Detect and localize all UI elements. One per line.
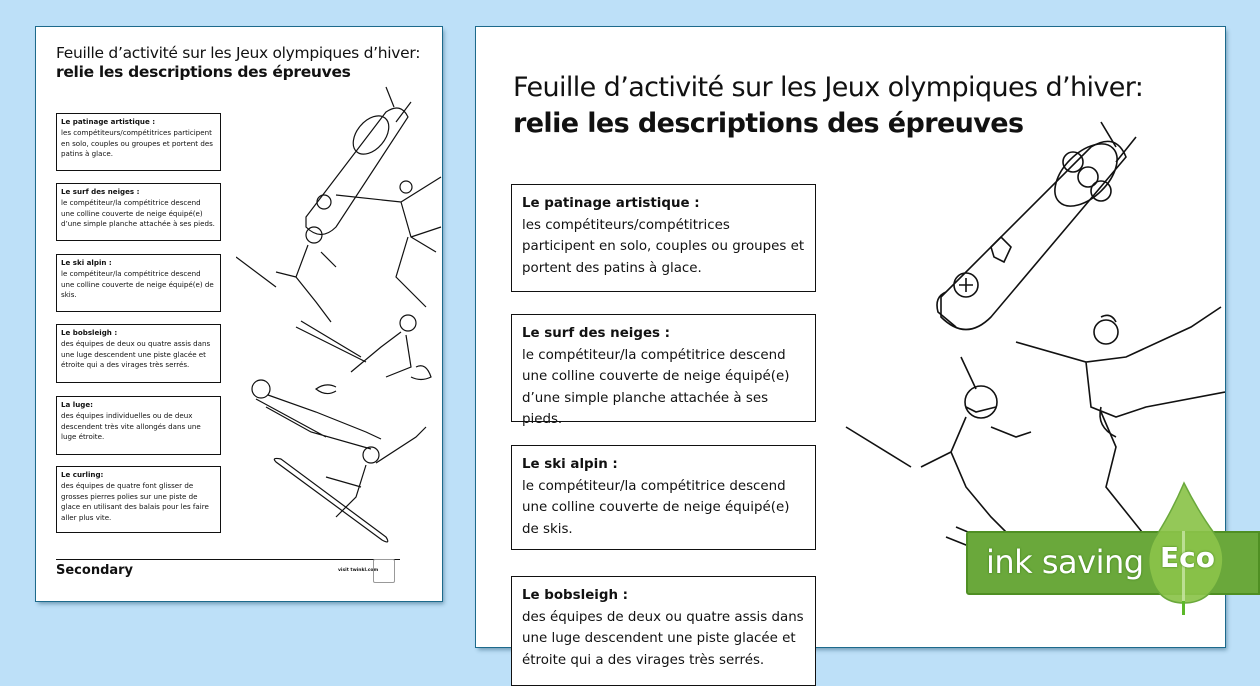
worksheet-preview-thumbnail[interactable] xyxy=(36,27,442,601)
figure-skater-icon xyxy=(336,177,441,307)
event-box-snowboarding xyxy=(511,314,816,427)
event-box-bobsleigh xyxy=(56,324,221,383)
worksheet-title: Feuille d’activité sur les Jeux olympiques d’hiver: xyxy=(56,44,421,62)
event-description: le compétiteur/la compétitrice descend une colline couverte de neige équipé(e) d’une simple planche attachée à ses pieds. xyxy=(522,347,790,427)
eco-label: Eco xyxy=(1160,541,1215,574)
curler-icon xyxy=(316,315,431,394)
event-box-curling xyxy=(56,466,221,533)
event-description: des équipes de deux ou quatre assis dans une luge descendent une piste glacée et étroite qui a des virages très serrés. xyxy=(61,338,211,370)
event-heading: Le ski alpin : xyxy=(61,258,112,267)
event-description: le compétiteur/la compétitrice descend une colline couverte de neige équipé(e) d’une simple planche attachée à ses pieds. xyxy=(61,197,215,229)
event-description: des équipes de deux ou quatre assis dans une luge descendent une piste glacée et étroite qui a des virages très serrés. xyxy=(522,609,804,668)
event-heading: Le bobsleigh : xyxy=(522,588,629,603)
footer-url: visit twinkl.com xyxy=(338,568,379,573)
event-box-snowboarding xyxy=(56,183,221,241)
winter-sports-illustrations xyxy=(236,77,442,547)
event-heading: Le curling: xyxy=(61,470,104,479)
event-description: des équipes de quatre font glisser de grosses pierres polies sur une piste de glace en utilisant des balais pour les faire aller plus vite. xyxy=(61,480,209,523)
twinkl-logo-icon xyxy=(373,559,395,583)
alpine-skier-icon xyxy=(236,227,366,362)
luge-rider-icon xyxy=(252,380,381,449)
footer-level-label: Secondary xyxy=(56,563,134,578)
event-box-bobsleigh xyxy=(511,576,816,686)
snowboarder-icon xyxy=(274,427,426,542)
bobsleigh-icon xyxy=(937,122,1136,330)
event-box-alpine-skiing xyxy=(56,254,221,312)
event-heading: Le bobsleigh : xyxy=(61,328,118,337)
ink-saving-label: ink saving xyxy=(986,543,1144,581)
event-heading: Le patinage artistique : xyxy=(61,117,156,126)
worksheet-subtitle: relie les descriptions des épreuves xyxy=(513,108,1024,139)
event-description: les compétiteurs/compétitrices participent en solo, couples ou groupes et portent des patins à glace. xyxy=(522,217,805,276)
event-description: le compétiteur/la compétitrice descend une colline couverte de neige équipé(e) de skis. xyxy=(61,268,214,300)
event-heading: Le patinage artistique : xyxy=(522,196,700,211)
event-description: le compétiteur/la compétitrice descend une colline couverte de neige équipé(e) de skis. xyxy=(522,478,790,537)
event-heading: Le ski alpin : xyxy=(522,457,618,472)
event-heading: Le surf des neiges : xyxy=(522,326,671,341)
bobsleigh-icon xyxy=(306,87,411,235)
event-box-luge xyxy=(56,396,221,455)
event-description: les compétiteurs/compétitrices participent en solo, couples ou groupes et portent des patins à glace. xyxy=(61,127,213,159)
event-heading: Le surf des neiges : xyxy=(61,187,140,196)
footer-divider xyxy=(56,559,400,560)
worksheet-title: Feuille d’activité sur les Jeux olympiques d’hiver: xyxy=(513,72,1144,103)
event-description: des équipes individuelles ou de deux descendent très vite allongés dans une luge étroite. xyxy=(61,410,201,442)
event-box-figure-skating xyxy=(56,113,221,171)
event-heading: La luge: xyxy=(61,400,93,409)
event-box-alpine-skiing xyxy=(511,445,816,550)
event-box-figure-skating xyxy=(511,184,816,292)
worksheet-subtitle: relie les descriptions des épreuves xyxy=(56,63,351,81)
